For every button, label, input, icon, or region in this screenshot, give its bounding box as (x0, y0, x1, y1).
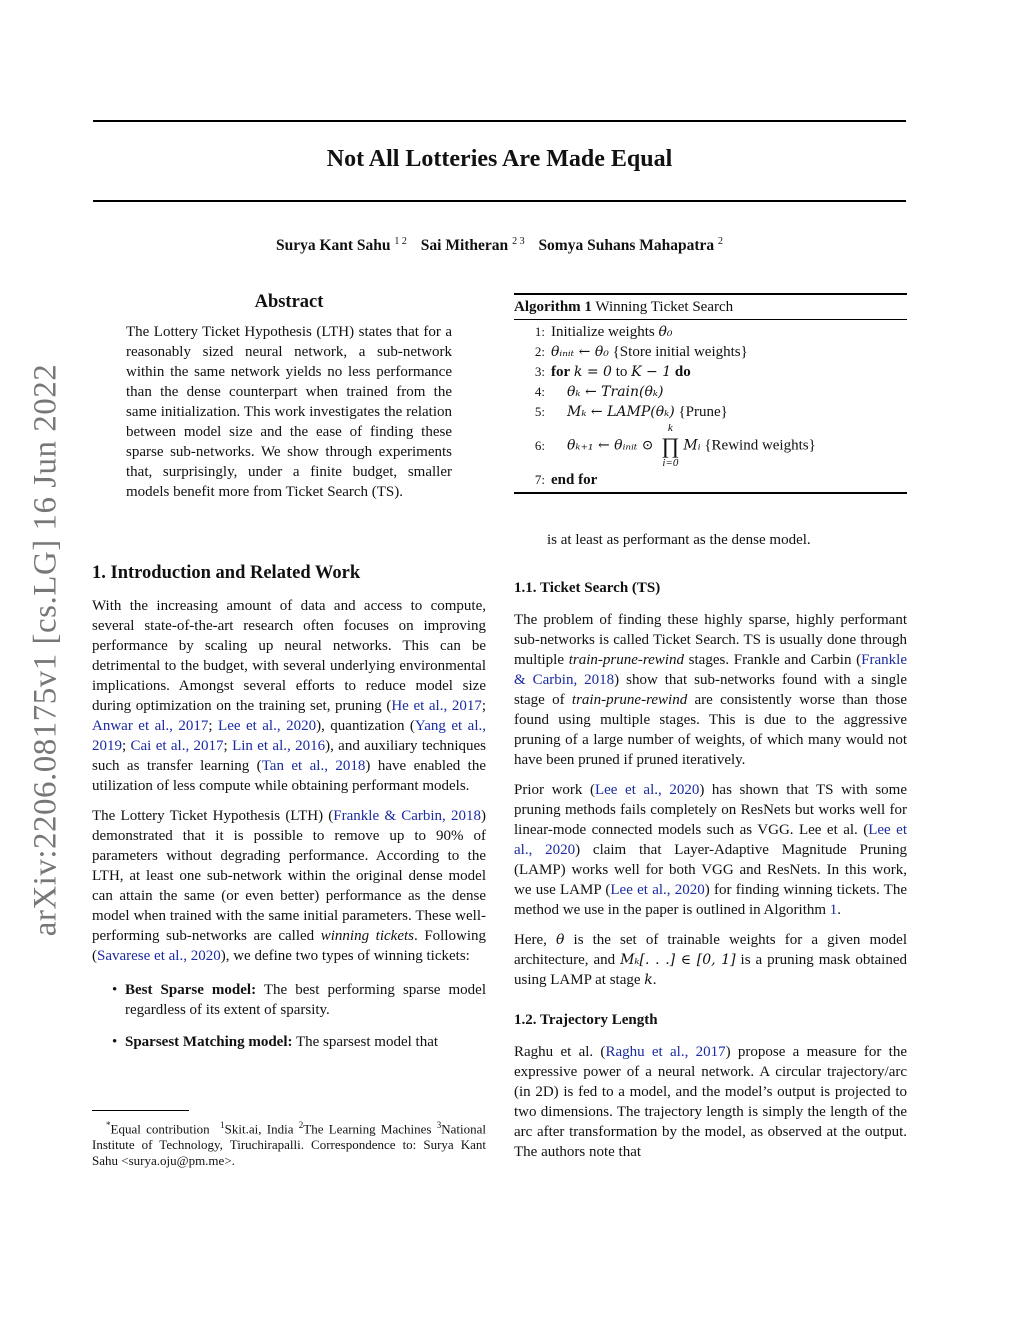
citation-link[interactable]: Lee et al., 2020 (594, 782, 700, 798)
algorithm-caption: Algorithm 1 Winning Ticket Search (514, 295, 907, 320)
algorithm-line: 6: θₖ₊₁ ← θᵢₙᵢₜ ⊙ k ∏ i=0 Mᵢ {Rewind weights} (534, 422, 816, 469)
title-bottom-rule (93, 200, 906, 202)
algorithm-line: 2: θᵢₙᵢₜ ← θ₀ {Store initial weights} (534, 344, 748, 360)
citation-link[interactable]: Anwar et al., 2017 (92, 718, 209, 734)
ts-paragraph-1: The problem of finding these highly sparse, highly performant sub-networks is called Ticket Search. TS is usually done through multiple train-prune-rewind stages. Frankle and Carbin (Frankle & Carbin, 2018) show that sub-networks found with a single stage of train-prune-rewind are consistently worse than those found using multiple stages. This is due to the aggressive pruning of a large number of weights, of which many would not have been pruned if pruned iteratively. (514, 612, 907, 768)
author: Surya Kant Sahu $^{1 2}$ (275, 236, 407, 255)
intro-paragraph-2: The Lottery Ticket Hypothesis (LTH) (Frankle & Carbin, 2018) demonstrated that it is possible to remove up to 90% of parameters without degrading performance. According to the LTH, at least one sub-network within the original dense model can attain the same (or even better) performance as the dense model when trained with the same initial parameters. These well-performing sub-networks are called winning tickets. Following (Savarese et al., 2020), we define two types of winning tickets: (92, 808, 486, 964)
footnote: *Equal contribution $^1$Skit.ai, India $^2$The Learning Machines $^3$National Institute of Technology, Tiruchirapalli. Correspondence to: Surya Kant Sahu <surya.oju@pm.me>. (92, 1110, 486, 1169)
abstract-text: The Lottery Ticket Hypothesis (LTH) states that for a reasonably sized neural network, a sub-network within the same network yields no less performance than the dense counterpart when trained from the same initialization. This work investigates the relation between model size and the ease of finding these sparse sub-networks. We show through experiments that, surprisingly, under a finite budget, smaller models benefit more from Ticket Search (TS). (126, 324, 452, 500)
abstract-heading: Abstract (254, 292, 324, 312)
winning-ticket-types-list (92, 980, 486, 1052)
citation-link[interactable]: Lee et al., 2020 (514, 822, 907, 858)
title-top-rule (93, 120, 906, 122)
intro-heading: 1. Introduction and Related Work (92, 563, 361, 583)
list-item: • Best Sparse model: The best performing sparse model regardless of its extent of sparsity. (112, 982, 486, 1018)
tl-paragraph-1: Raghu et al. (Raghu et al., 2017) propose a measure for the expressive power of a neural network. A circular trajectory/arc (in 2D) is fed to a model, and the model’s output is projected to two dimensions. The trajectory length is simply the length of the arc after transformation by the model, as observed at the output. The authors note that (514, 1044, 907, 1160)
bullet-continuation: is at least as performant as the dense model. (547, 532, 811, 548)
introduction-section (92, 563, 486, 1064)
citation-link[interactable]: Tan et al., 2018 (261, 758, 366, 774)
author: Sai Mitheran $^{2 3}$ (420, 236, 525, 255)
citation-link[interactable]: Lee et al., 2020 (610, 882, 705, 898)
intro-paragraph-1: With the increasing amount of data and access to compute, several state-of-the-art research often focuses on improving performance by scaling up neural networks. This can be detrimental to the budget, with several underlying environmental implications. Amongst several efforts to reduce model size during optimization on the training set, pruning (He et al., 2017; Anwar et al., 2017; Lee et al., 2020), quantization (Yang et al., 2019; Cai et al., 2017; Lin et al., 2016), and auxiliary techniques such as transfer learning (Tan et al., 2018) have enabled the utilization of less compute while obtaining performant models. (92, 598, 487, 794)
citation-link[interactable]: Raghu et al., 2017 (605, 1044, 726, 1060)
algorithm-line: 7: end for (534, 472, 598, 488)
algorithm-line: 3: for k = 0 to K − 1 do (534, 364, 691, 380)
abstract-section (92, 292, 486, 502)
algorithm-box (514, 293, 907, 494)
citation-link[interactable]: Frankle & Carbin, 2018 (514, 652, 907, 688)
author-list (93, 236, 906, 255)
algorithm-reference-link[interactable]: 1 (829, 902, 838, 918)
ticket-search-heading: 1.1. Ticket Search (TS) (514, 580, 661, 596)
algorithm-line: 4: θₖ ← Train(θₖ) (534, 384, 664, 400)
list-item: • Sparsest Matching model: The sparsest model that (112, 1034, 439, 1050)
paper-title: Not All Lotteries Are Made Equal (326, 146, 673, 172)
citation-link[interactable]: He et al., 2017 (391, 698, 482, 714)
citation-link[interactable]: Frankle & Carbin, 2018 (333, 808, 481, 824)
algorithm-line: 5: Mₖ ← LAMP(θₖ) {Prune} (534, 404, 728, 420)
citation-link[interactable]: Lin et al., 2016 (232, 738, 326, 754)
arxiv-sidebar (28, 0, 64, 1325)
product-operator: k ∏ i=0 (661, 422, 680, 469)
ts-paragraph-2: Prior work (Lee et al., 2020) has shown that TS with some pruning methods fails completely on ResNets but works well for linear-mode connected models such as VGG. Lee et al. (Lee et al., 2020) claim that Layer-Adaptive Magnitude Pruning (LAMP) works well for both VGG and ResNets. In this work, we use LAMP (Lee et al., 2020) for finding winning tickets. The method we use in the paper is outlined in Algorithm 1. (514, 782, 908, 918)
citation-link[interactable]: Yang et al., 2019 (92, 718, 486, 754)
citation-link[interactable]: Savarese et al., 2020 (97, 948, 221, 964)
ts-paragraph-3: Here, θ is the set of trainable weights for a given model architecture, and Mₖ[. . .] ∈ [0, 1] is a pruning mask obtained using LAMP at stage k. (514, 932, 907, 988)
algorithm-line: 1: Initialize weights θ₀ (534, 324, 673, 340)
arxiv-identifier: arXiv:2206.08175v1 [cs.LG] 16 Jun 2022 (27, 363, 64, 937)
author: Somya Suhans Mahapatra $^2$ (538, 236, 724, 255)
footnote-rule (92, 1110, 189, 1111)
right-column (514, 530, 907, 1172)
citation-link[interactable]: Cai et al., 2017 (130, 738, 224, 754)
trajectory-length-heading: 1.2. Trajectory Length (514, 1012, 658, 1028)
citation-link[interactable]: Lee et al., 2020 (218, 718, 317, 734)
